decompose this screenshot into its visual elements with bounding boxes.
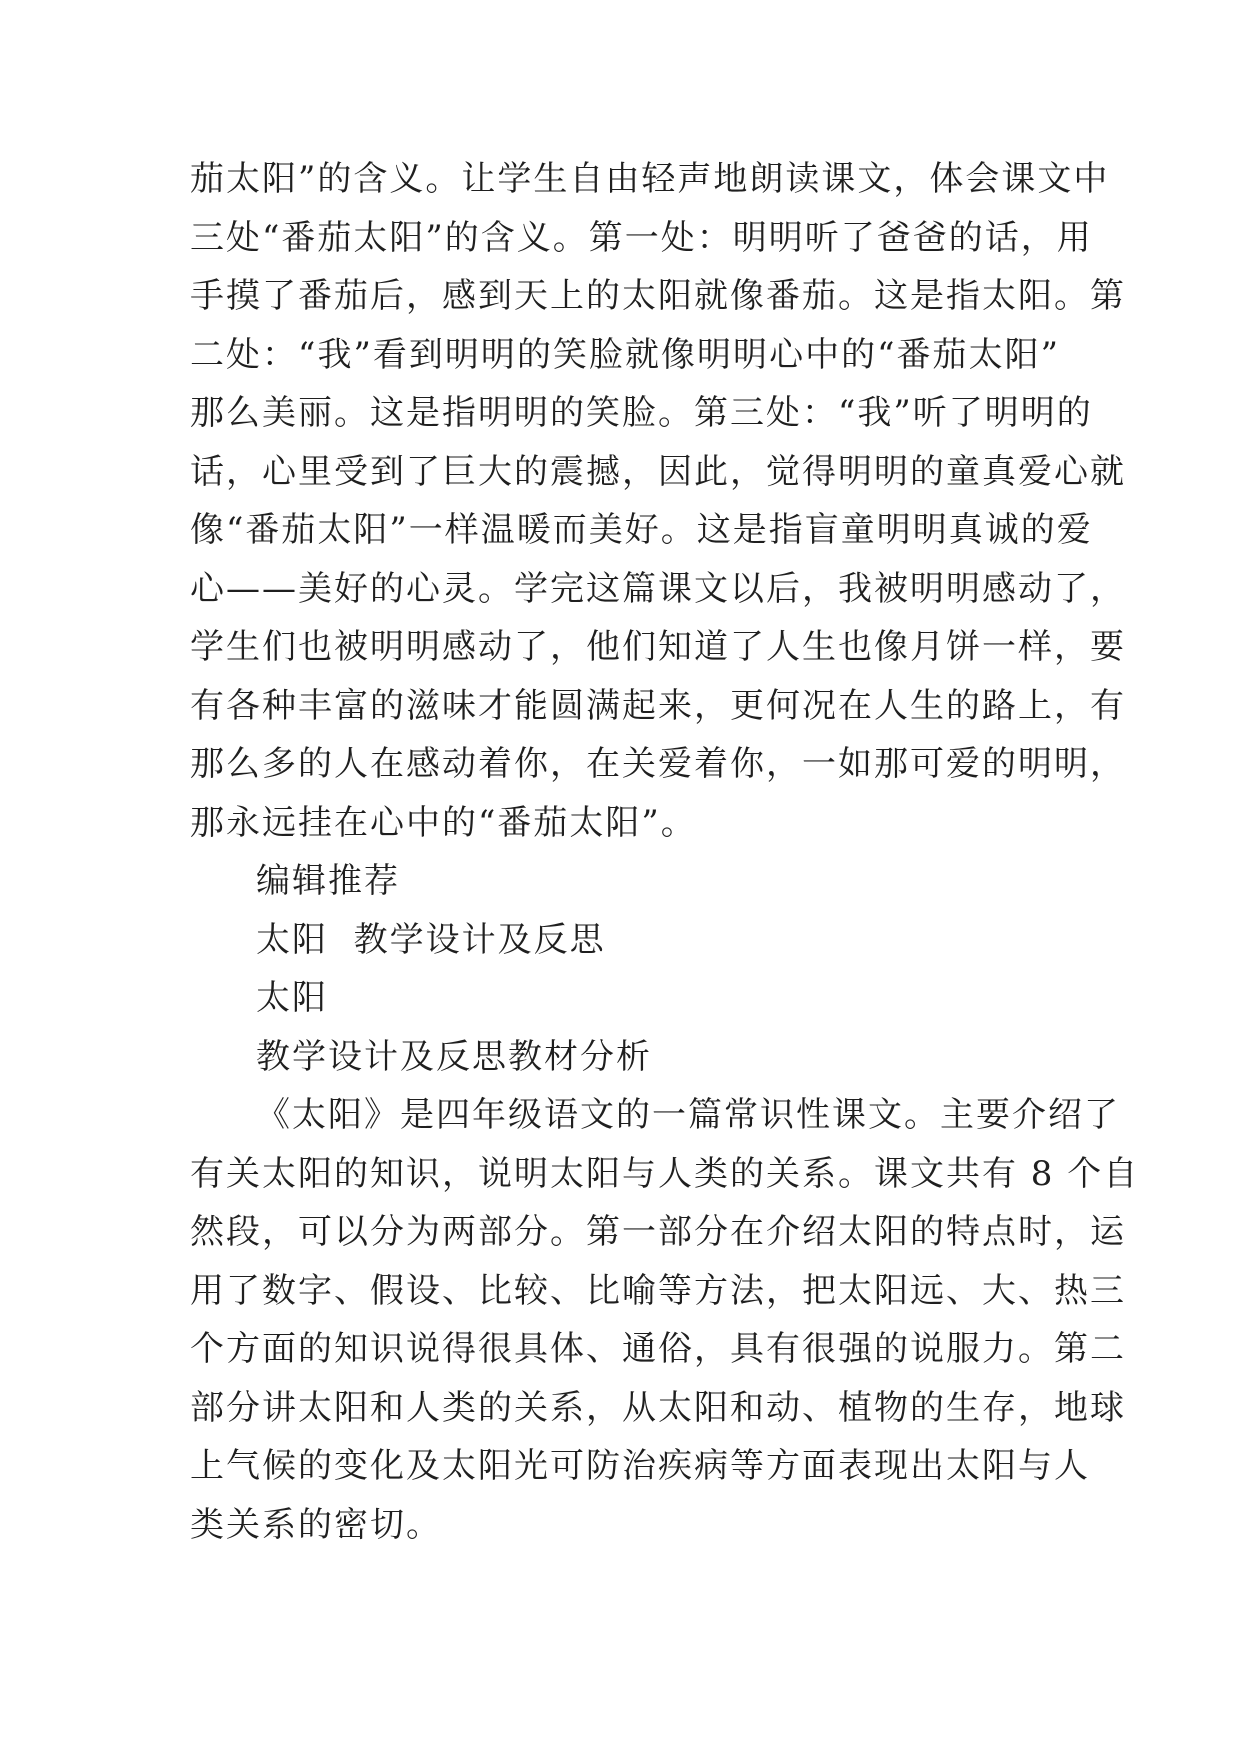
paragraph-material-analysis <box>190 1086 1140 1554</box>
text-line: 然段，可以分为两部分。第一部分在介绍太阳的特点时，运 <box>190 1212 1126 1252</box>
text-line: 话，心里受到了巨大的震撼，因此，觉得明明的童真爱心就 <box>190 451 1126 492</box>
text-line: 二处：“我”看到明明的笑脸就像明明心中的“番茄太阳” <box>190 334 1060 375</box>
text-line: 有关太阳的知识，说明太阳与人类的关系。课文共有 8 个自 <box>190 1153 1140 1194</box>
text-line: 部分讲太阳和人类的关系，从太阳和动、植物的生存，地球 <box>190 1387 1126 1428</box>
text-line: 有各种丰富的滋味才能圆满起来，更何况在人生的路上，有 <box>190 685 1126 726</box>
text-line: 手摸了番茄后，感到天上的太阳就像番茄。这是指太阳。第 <box>190 276 1126 316</box>
text-line: 茄太阳”的含义。让学生自由轻声地朗读课文，体会课文中 <box>190 159 1110 199</box>
text-line: 像“番茄太阳”一样温暖而美好。这是指盲童明明真诚的爱 <box>190 510 1093 550</box>
text-line: 《太阳》是四年级语文的一篇常识性课文。主要介绍了 <box>256 1095 1120 1135</box>
text-line: 个方面的知识说得很具体、通俗，具有很强的说服力。第二 <box>190 1329 1126 1369</box>
text-line: 心——美好的心灵。学完这篇课文以后，我被明明感动了， <box>190 568 1126 609</box>
heading-editor-recommend: 编辑推荐 <box>256 861 400 901</box>
text-line: 上气候的变化及太阳光可防治疾病等方面表现出太阳与人 <box>190 1446 1090 1486</box>
text-line: 类关系的密切。 <box>190 1504 442 1545</box>
text-line: 那么美丽。这是指明明的笑脸。第三处：“我”听了明明的 <box>190 393 1093 433</box>
text-line: 用了数字、假设、比较、比喻等方法，把太阳远、大、热三 <box>190 1270 1126 1311</box>
document-body <box>190 150 1140 1554</box>
heading-sun: 太阳 <box>256 978 328 1018</box>
heading-material-analysis: 教学设计及反思教材分析 <box>256 1036 652 1077</box>
text-line: 那永远挂在心中的“番茄太阳”。 <box>190 802 697 843</box>
text-line: 那么多的人在感动着你，在关爱着你，一如那可爱的明明， <box>190 744 1126 784</box>
text-line: 三处“番茄太阳”的含义。第一处：明明听了爸爸的话，用 <box>190 217 1093 258</box>
heading-lesson-title: 太阳 教学设计及反思 <box>256 919 606 960</box>
text-line: 学生们也被明明感动了，他们知道了人生也像月饼一样，要 <box>190 627 1126 667</box>
paragraph-tomato-sun-meaning <box>190 150 1126 852</box>
